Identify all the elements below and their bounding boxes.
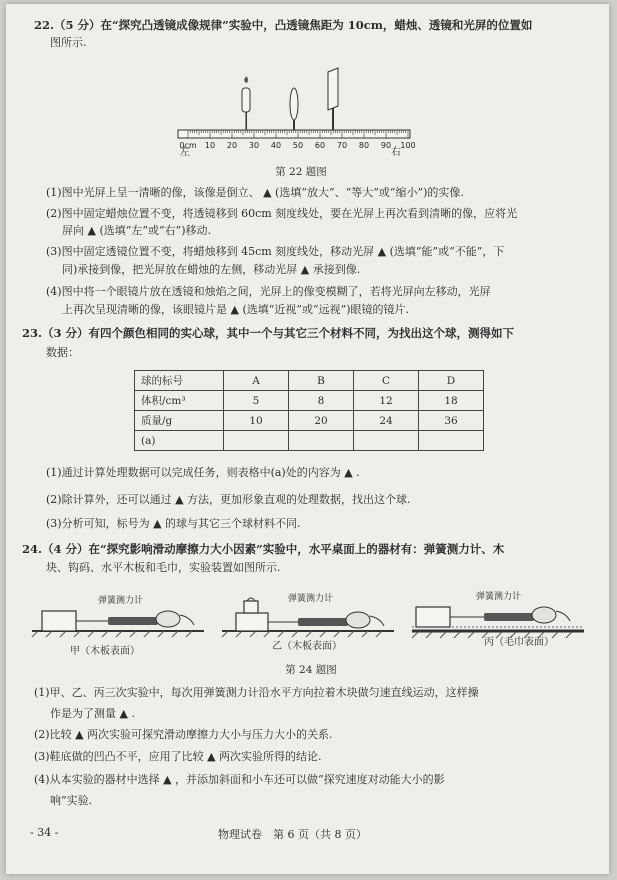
q24-item-3: (3)鞋底做的凹凸不平，应用了比较 ▲ 两次实验所得的结论.: [34, 750, 322, 763]
table-cell: 18: [419, 391, 484, 411]
spring-scale-label-b: 弹簧测力计: [288, 594, 334, 604]
table-cell: 10: [224, 411, 289, 431]
q23-intro-line1: 23.（3 分）有四个颜色相同的实心球，其中一个与其它三个材料不同，为找出这个球，测得如下: [22, 326, 515, 340]
left-direction-label: 左: [180, 147, 190, 158]
table-cell: 8: [289, 391, 354, 411]
q22-item-2-cont: 屏向 ▲ (选填“左”或“右”)移动.: [62, 224, 212, 237]
figure-24-caption: 第 24 题图: [285, 664, 337, 676]
spring-scale-label-a: 弹簧测力计: [98, 596, 144, 606]
table-cell: [354, 431, 419, 451]
ruler-tick-label: 0cm: [179, 141, 197, 150]
ruler-tick-label: 100: [400, 141, 416, 150]
ruler-tick-label: 90: [380, 141, 392, 150]
ruler-tick-label: 50: [292, 141, 304, 150]
table-header-cell: A: [224, 371, 289, 391]
q24-intro-line1: 24.（4 分）在“探究影响滑动摩擦力大小因素”实验中，水平桌面上的器材有：弹簧测力计、木: [22, 542, 505, 556]
optical-bench-figure: [166, 68, 416, 163]
ruler-tick-label: 70: [336, 141, 348, 150]
q23-item-1: (1)通过计算处理数据可以完成任务，则表格中(a)处的内容为 ▲ .: [46, 466, 360, 479]
q22-intro-line1: 22.（5 分）在“探究凸透镜成像规律”实验中，凸透镜焦距为 10cm，蜡烛、透镜和光屏的位置如: [34, 18, 533, 32]
table-header-row: [135, 371, 484, 391]
table-cell: 5: [224, 391, 289, 411]
page-footer-title: 物理试卷 第 6 页（共 8 页）: [218, 828, 367, 841]
q24-item-4-cont: 响”实验.: [50, 794, 93, 807]
ruler-tick-label: 20: [226, 141, 238, 150]
figure-label-b: 乙（木板表面）: [272, 641, 342, 652]
q24-item-4: (4)从本实验的器材中选择 ▲ ，并添加斜面和小车还可以做“探究速度对动能大小的影: [34, 773, 445, 786]
table-cell: [419, 431, 484, 451]
page-number: - 34 -: [30, 826, 59, 839]
table-cell: 36: [419, 411, 484, 431]
exam-page: [6, 4, 609, 874]
table-header-cell: D: [419, 371, 484, 391]
ruler-tick-label: 30: [248, 141, 260, 150]
spring-scale-label-c: 弹簧测力计: [476, 592, 522, 602]
table-cell: 20: [289, 411, 354, 431]
table-cell: [289, 431, 354, 451]
table-row: [135, 391, 484, 411]
ruler-tick-label: 10: [204, 141, 216, 150]
ruler-tick-label: 80: [358, 141, 370, 150]
right-direction-label: 右: [391, 147, 401, 158]
candle: [242, 77, 250, 131]
figure-label-a: 甲（木板表面）: [70, 646, 140, 657]
q22-item-1: (1)图中光屏上呈一清晰的像，该像是倒立、 ▲ (选填“放大”、“等大”或“缩小”)的实像.: [46, 186, 464, 199]
q23-item-2: (2)除计算外，还可以通过 ▲ 方法，更加形象直观的处理数据，找出这个球.: [46, 493, 411, 506]
q24-intro-line2: 块、钩码、水平木板和毛巾，实验装置如图所示.: [46, 561, 281, 574]
q22-item-4-cont: 上再次呈现清晰的像，该眼镜片是 ▲ (选填“近视”或“远视”)眼镜的镜片.: [62, 303, 410, 316]
table-row: [135, 411, 484, 431]
table-cell: 质量/g: [135, 411, 224, 431]
table-header-cell: B: [289, 371, 354, 391]
table-cell: 12: [354, 391, 419, 411]
q22-item-3: (3)图中固定透镜位置不变，将蜡烛移到 45cm 刻度线处，移动光屏 ▲ (选填“能”或“不能”，下: [46, 245, 505, 258]
table-row: [135, 431, 484, 451]
ball-data-table: [134, 370, 484, 451]
q24-item-1-cont: 作是为了测量 ▲ .: [50, 707, 135, 720]
table-cell: 24: [354, 411, 419, 431]
convex-lens: [290, 88, 298, 130]
q22-intro-line2: 图所示.: [50, 36, 87, 49]
table-cell: [224, 431, 289, 451]
q24-item-1: (1)甲、乙、丙三次实验中，每次用弹簧测力计沿水平方向拉着木块做匀速直线运动，这样操: [34, 686, 479, 699]
q22-item-3-cont: 同)承接到像，把光屏放在蜡烛的左侧，移动光屏 ▲ 承接到像.: [62, 263, 361, 276]
ruler-labels: [179, 141, 415, 150]
q23-item-3: (3)分析可知，标号为 ▲ 的球与其它三个球材料不同.: [46, 517, 301, 530]
table-cell: 体积/cm³: [135, 391, 224, 411]
ruler-tick-label: 40: [270, 141, 282, 150]
q24-item-2: (2)比较 ▲ 两次实验可探究滑动摩擦力大小与压力大小的关系.: [34, 728, 333, 741]
q22-item-2: (2)图中固定蜡烛位置不变，将透镜移到 60cm 刻度线处，要在光屏上再次看到清晰的像，应将光: [46, 207, 518, 220]
q22-item-4: (4)图中将一个眼镜片放在透镜和烛焰之间，光屏上的像变模糊了，若将光屏向左移动，光屏: [46, 285, 491, 298]
table-header-cell: C: [354, 371, 419, 391]
light-screen: [328, 68, 338, 130]
ruler-tick-label: 60: [314, 141, 326, 150]
table-cell: (a): [135, 431, 224, 451]
figure-22-caption: 第 22 题图: [275, 166, 327, 178]
q23-intro-line2: 数据：: [46, 346, 79, 359]
figure-label-c: 丙（毛巾表面）: [484, 637, 554, 648]
table-header-cell: 球的标号: [135, 371, 224, 391]
